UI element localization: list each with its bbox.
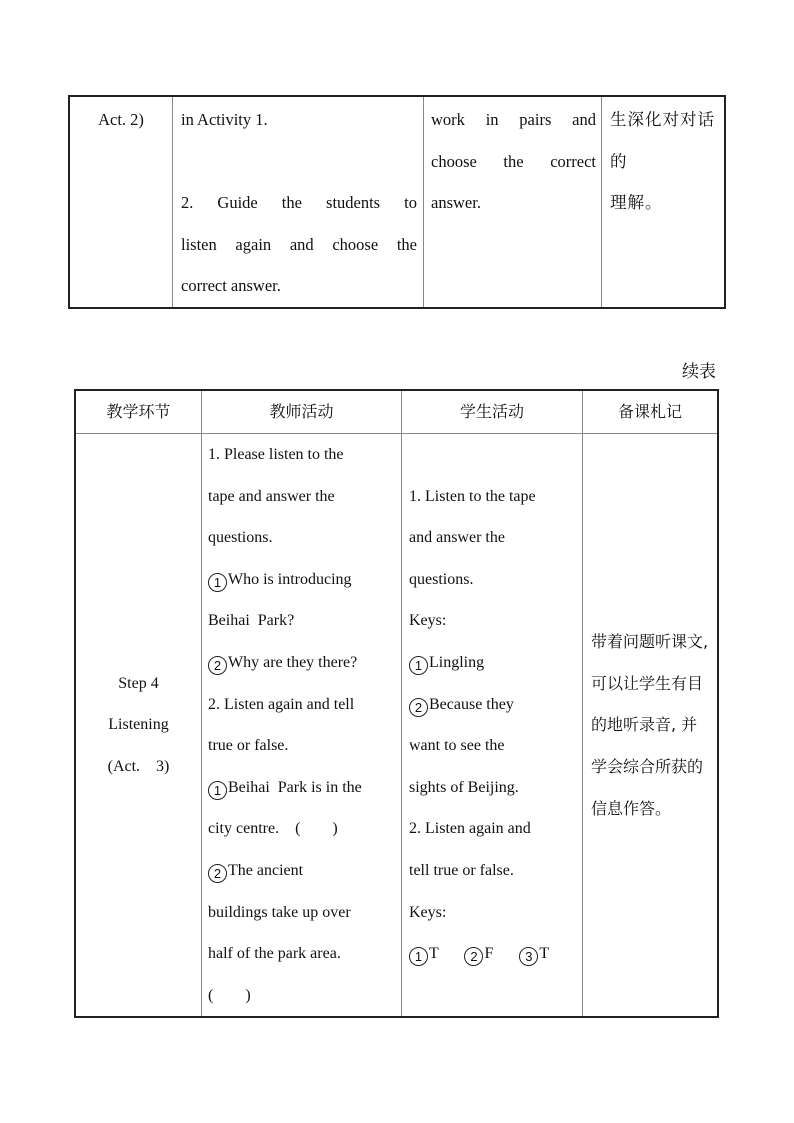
notes-cell xyxy=(602,96,726,308)
notes-line: 的地听录音, 并 xyxy=(591,715,698,735)
teacher-line xyxy=(208,933,397,975)
student-line xyxy=(409,808,578,850)
circled-number: 1 xyxy=(208,573,227,592)
student-line xyxy=(409,642,578,684)
student-line-text: Lingling xyxy=(429,653,485,671)
teacher-activity-line: correct answer. xyxy=(181,276,281,295)
circled-number: 2 xyxy=(208,656,227,675)
student-activity-line: choose the correct xyxy=(431,151,596,171)
answer-keys-row xyxy=(409,933,578,975)
student-line xyxy=(409,850,578,892)
teacher-line xyxy=(208,975,397,1017)
teacher-activity-cell xyxy=(173,96,424,308)
circled-number: 1 xyxy=(409,947,428,966)
teacher-activity-line: 2. Guide the students to xyxy=(181,193,417,212)
key-item: 2 F xyxy=(464,945,493,962)
teacher-line xyxy=(208,725,397,767)
student-line xyxy=(409,559,578,601)
notes-line: 信息作答。 xyxy=(591,798,672,818)
teacher-line xyxy=(208,559,397,601)
student-line-text: Because they xyxy=(429,695,514,713)
teacher-line xyxy=(208,767,397,809)
student-line-text: Keys: xyxy=(409,612,447,630)
header-student-activity: 学生活动 xyxy=(402,390,583,434)
student-line-text: and answer the xyxy=(409,529,505,547)
student-line-text: 2. Listen again and xyxy=(409,820,531,838)
student-activity-line: answer. xyxy=(431,193,481,212)
circled-number: 1 xyxy=(208,781,227,800)
stage-line: Listening xyxy=(108,716,169,734)
student-line-text: Keys: xyxy=(409,903,447,921)
header-stage: 教学环节 xyxy=(75,390,202,434)
teacher-line-text: city centre. ( ) xyxy=(208,820,338,838)
student-activity-cell xyxy=(402,434,583,1018)
teacher-line-text: The ancient xyxy=(228,861,304,879)
student-line xyxy=(409,434,578,476)
teacher-activity-cell xyxy=(202,434,402,1018)
teacher-line xyxy=(208,476,397,518)
continued-label: 续表 xyxy=(682,362,716,382)
teacher-line xyxy=(208,642,397,684)
student-activity-cell xyxy=(424,96,602,308)
teacher-line-text: 2. Listen again and tell xyxy=(208,695,355,713)
blank-line xyxy=(181,141,417,183)
circled-number: 3 xyxy=(519,947,538,966)
teacher-activity-line: listen again and choose the xyxy=(181,234,417,254)
student-line-text: want to see the xyxy=(409,737,505,755)
teacher-line xyxy=(208,517,397,559)
stage-text: Act. 2) xyxy=(98,110,144,129)
teacher-line-text: 1. Please listen to the xyxy=(208,446,344,463)
teacher-activity-line: in Activity 1. xyxy=(181,110,268,129)
student-line-text: sights of Beijing. xyxy=(409,778,519,796)
teacher-activity-list xyxy=(208,434,397,1016)
circled-number: 2 xyxy=(464,947,483,966)
student-activity-line: work in pairs and xyxy=(431,110,596,129)
teacher-line-text: tape and answer the xyxy=(208,487,335,505)
notes-line: 可以让学生有目 xyxy=(591,673,704,693)
student-line xyxy=(409,600,578,642)
circled-number: 1 xyxy=(409,656,428,675)
notes-line: 生深化对对话的 xyxy=(610,110,715,171)
teacher-line-text: Beihai Park? xyxy=(208,612,295,630)
notes-line: 理解。 xyxy=(610,193,663,212)
table-row xyxy=(75,434,718,1018)
student-activity-list xyxy=(409,434,578,933)
teacher-line-text: buildings take up over xyxy=(208,903,351,921)
notes-line: 学会综合所获的 xyxy=(591,756,704,776)
header-teacher-activity: 教师活动 xyxy=(202,390,402,434)
teacher-line xyxy=(208,600,397,642)
table-row xyxy=(69,96,725,308)
teacher-line-text: Why are they there? xyxy=(228,653,358,671)
teacher-line xyxy=(208,434,397,476)
student-line xyxy=(409,476,578,518)
table-header-row xyxy=(75,390,718,434)
student-line xyxy=(409,767,578,809)
teacher-line-text: Beihai Park is in the xyxy=(228,778,362,796)
teacher-line-text: ( ) xyxy=(208,986,251,1004)
teacher-line xyxy=(208,850,397,892)
teacher-line xyxy=(208,892,397,934)
stage-cell xyxy=(75,434,202,1018)
lesson-table-top xyxy=(68,95,726,309)
stage-line: Step 4 xyxy=(118,674,159,692)
lesson-table-main xyxy=(74,389,719,1018)
student-line-text: questions. xyxy=(409,570,474,588)
key-item: 1 T xyxy=(409,945,438,962)
teacher-line xyxy=(208,684,397,726)
stage-cell xyxy=(69,96,173,308)
teacher-line-text: Who is introducing xyxy=(228,570,352,588)
student-line-text: 1. Listen to the tape xyxy=(409,487,536,505)
student-line xyxy=(409,684,578,726)
student-line xyxy=(409,517,578,559)
key-item: 3 T xyxy=(519,945,549,962)
student-line-text: tell true or false. xyxy=(409,861,514,879)
student-line xyxy=(409,892,578,934)
student-line xyxy=(409,725,578,767)
notes-cell xyxy=(583,434,719,1018)
circled-number: 2 xyxy=(208,864,227,883)
stage-line: (Act. 3) xyxy=(107,757,170,775)
notes-line: 带着问题听课文, xyxy=(591,632,709,652)
teacher-line-text: true or false. xyxy=(208,737,289,755)
header-notes: 备课札记 xyxy=(583,390,719,434)
teacher-line-text: questions. xyxy=(208,529,273,547)
teacher-line-text: half of the park area. xyxy=(208,945,341,963)
circled-number: 2 xyxy=(409,698,428,717)
teacher-line xyxy=(208,808,397,850)
